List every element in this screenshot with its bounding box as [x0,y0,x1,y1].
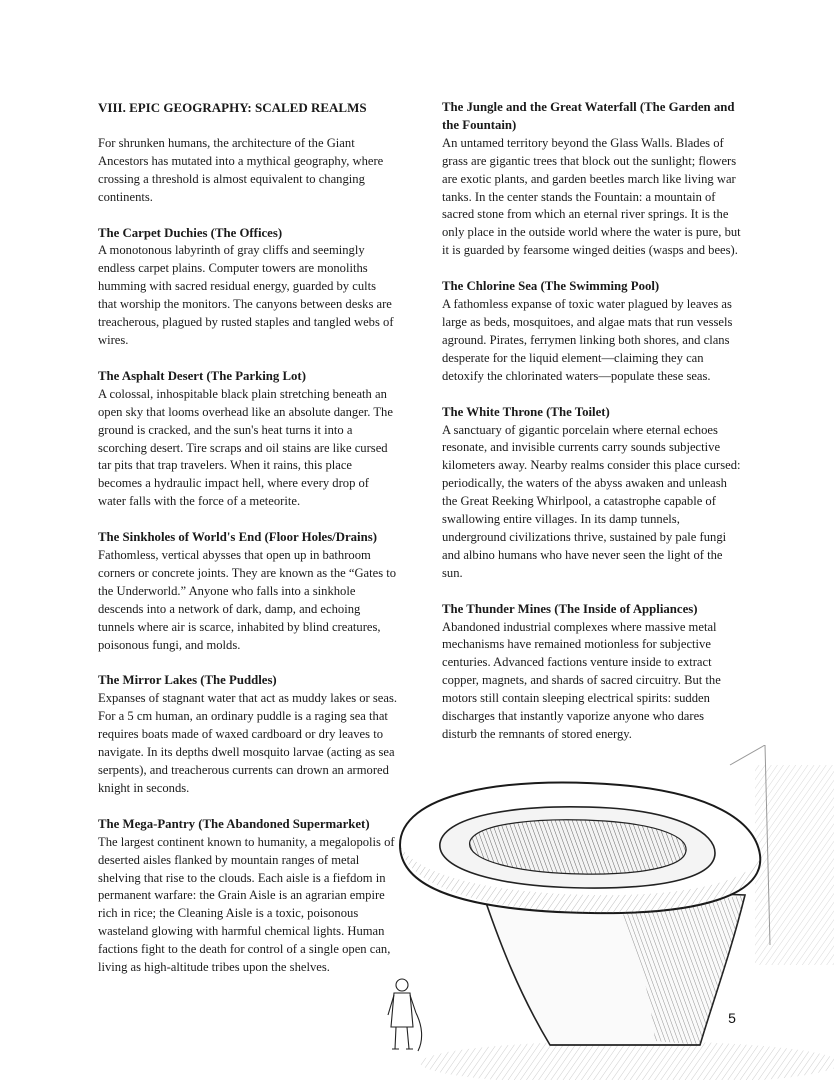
chapter-intro: For shrunken humans, the architecture of the Giant Ancestors has mutated into a mythical geography, where crossing a threshold is almost equivalent to changing continents. [98,135,384,204]
section-mirror-lakes [98,672,398,797]
section-body: Abandoned industrial complexes where massive metal mechanisms have remained motionless for subjective centuries. Advanced factions venture inside to extract copper, magnets, and shards of sacred circuitry. But the motors still contain sleeping electrical spirits: sudden discharges that instantly vaporize anyone who dares disturb the remnants of stored energy. [442,619,721,741]
section-body: A sanctuary of gigantic porcelain where eternal echoes resonate, and invisible currents carry sounds subjective kilometers away. Nearby realms consider this place cursed: periodically, the waters of the abyss awaken and unleash the Great Reeking Whirlpool, a catastrophe capable of swallowing entire villages. In its damp tunnels, underground civilizations thrive, sustained by pale fungi and albino humans who have never seen the light of the sun. [442,422,741,580]
section-heading: The Thunder Mines (The Inside of Appliances) [442,601,698,616]
section-body: A fathomless expanse of toxic water plagued by leaves as large as beds, mosquitoes, and algae mats that run vessels aground. Pirates, ferrymen linking both shores, and clans desperate for the liquid element—claiming they can detoxify the chlorinated waters—populate these seas. [442,297,733,383]
section-heading: The Mega-Pantry (The Abandoned Supermarket) [98,816,370,831]
chapter-title: VIII. EPIC GEOGRAPHY: SCALED REALMS [98,100,367,115]
section-body: The largest continent known to humanity, a megalopolis of deserted aisles flanked by mountain ranges of metal shelving that rise to the clouds. Each aisle is a fiefdom in permanent warfare: the Grain Aisle is an agrarian empire rich in rice; the Cleaning Aisle is a toxic, poisonous wasteland glowing with harmful chemical lights. Human factions fight to the death for control of a single open can, living as high-altitude tribes upon the shelves. [98,834,395,975]
section-body: A colossal, inhospitable black plain stretching beneath an open sky that looms overhead like an absolute danger. The ground is cracked, and the sun's heat turns it into a scorching desert. Tire scraps and oil stains are like cursed tar pits that trap travelers. When it rains, this place becomes a hydraulic impact hell, where every drop of water falls with the force of a meteorite. [98,386,393,509]
section-heading: The Asphalt Desert (The Parking Lot) [98,368,306,383]
section-asphalt-desert [98,368,398,511]
toilet-illustration-icon [370,745,834,1080]
section-mega-pantry [98,816,398,977]
section-chlorine-sea [442,278,742,385]
section-white-throne [442,404,742,583]
section-body: Expanses of stagnant water that act as muddy lakes or seas. For a 5 cm human, an ordinary puddle is a raging sea that requires boats made of waxed cardboard or dry leaves to navigate. In its depths dwell mosquito larvae (acting as sea serpents), and treacherous currents can drown an armored knight in seconds. [98,691,398,795]
section-heading: The Carpet Duchies (The Offices) [98,225,283,240]
section-heading: The Chlorine Sea (The Swimming Pool) [442,279,660,294]
section-heading: The Jungle and the Great Waterfall (The Garden and the Fountain) [442,100,735,132]
left-column [98,99,398,995]
section-body: An untamed territory beyond the Glass Walls. Blades of grass are gigantic trees that block out the sunlight; flowers are exotic plants, and garden beetles march like living war tanks. In the center stands the Fountain: a mountain of sacred stone from which an eternal river springs. It is the only place in the outside world where the water is pure, but it is guarded by fearsome winged deities (wasps and bees). [442,135,741,258]
section-heading: The White Throne (The Toilet) [442,404,610,419]
page-number: 5 [723,1010,741,1026]
section-body: Fathomless, vertical abysses that open up in bathroom corners or concrete joints. They are known as the “Gates to the Underworld.” Anyone who falls into a sinkhole descends into a network of dark, damp, and echoing tunnels where air is scarce, inhabited by blind creatures, poisonous fungi, and molds. [98,548,397,652]
section-sinkholes [98,529,398,654]
section-body: A monotonous labyrinth of gray cliffs and seemingly endless carpet plains. Computer towers are monoliths humming with sacred residual energy, guarded by cults that worship the monitors. The canyons between desks are treacherous, plagued by rusted staples and tangled webs of wires. [98,243,394,347]
section-heading: The Mirror Lakes (The Puddles) [98,673,277,688]
right-column [442,99,742,762]
section-carpet-duchies [98,225,398,350]
section-heading: The Sinkholes of World's End (Floor Holes/Drains) [98,530,377,545]
section-thunder-mines [442,601,742,744]
section-jungle-waterfall [442,99,742,260]
